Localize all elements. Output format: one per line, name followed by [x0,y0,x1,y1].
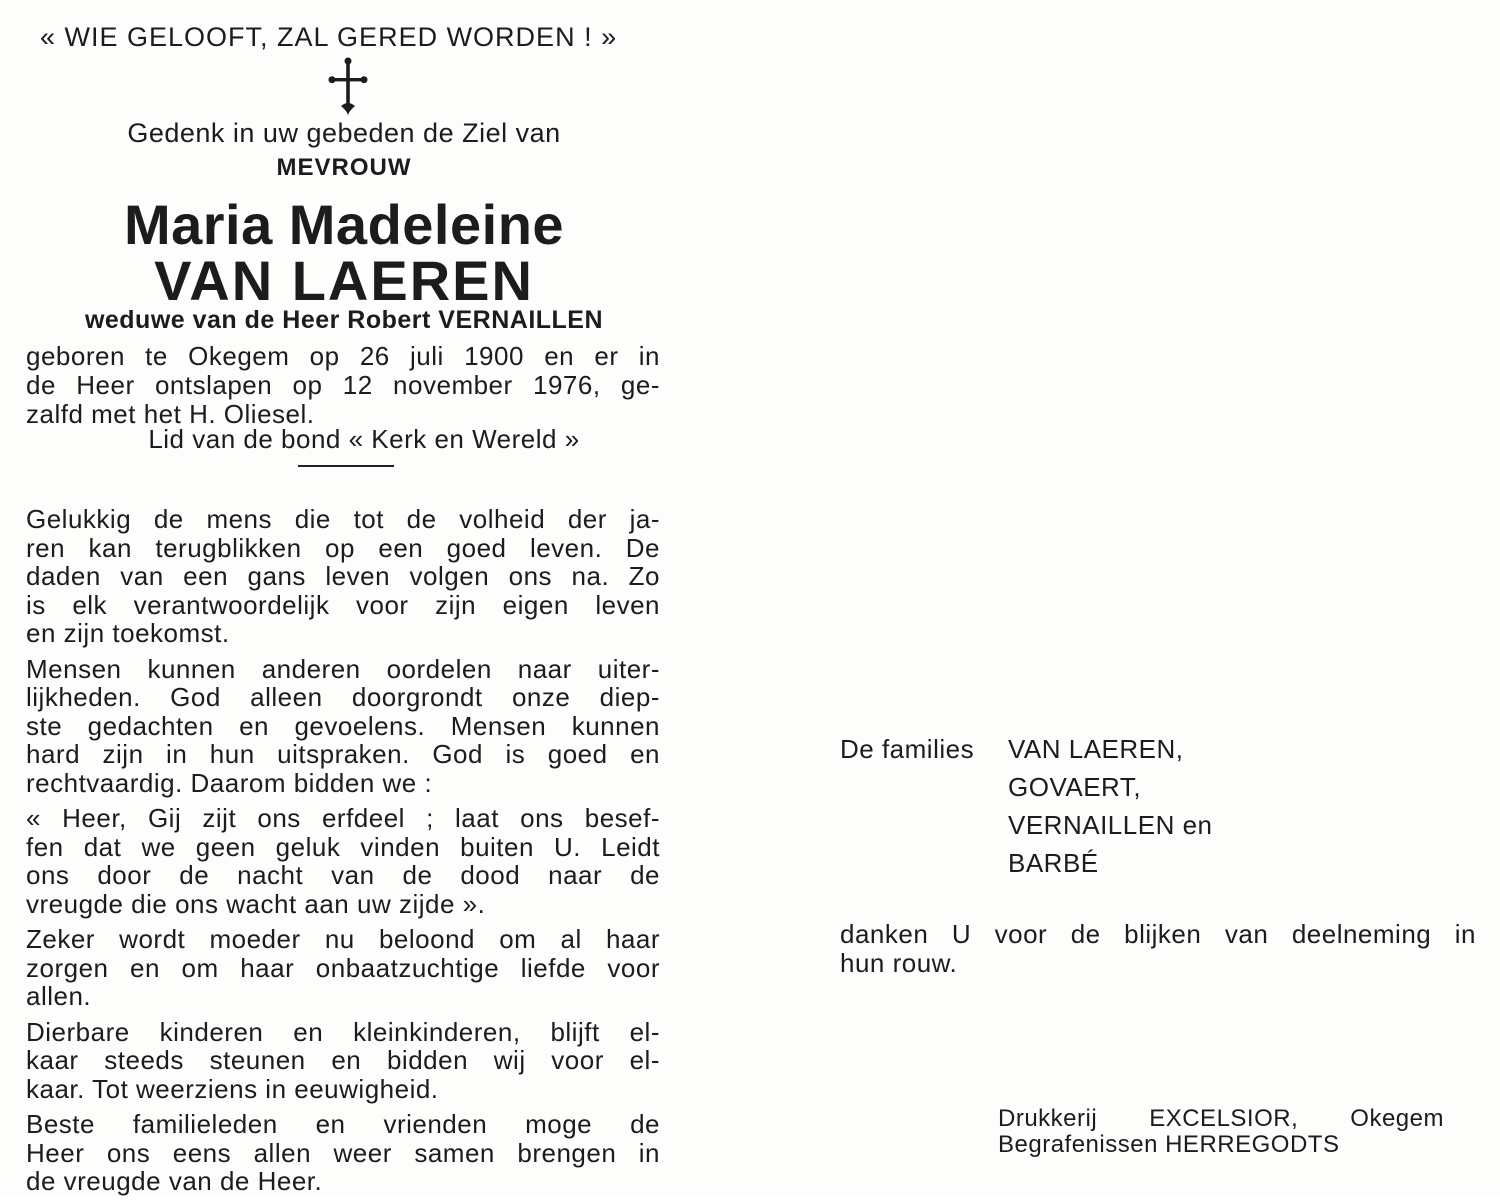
paragraph [26,655,660,798]
printer-line: Begrafenissen HERREGODTS [998,1131,1340,1158]
paragraphs-block [26,505,660,1203]
paragraph-line: « Heer, Gij zijt ons erfdeel ; laat ons besef- [26,803,660,833]
paragraph [26,1110,660,1196]
thanks-line: danken U voor de blijken van deelneming in [840,919,1476,949]
paragraph-line: ren kan terugblikken op een goed leven. De [26,532,660,563]
thanks-line: hun rouw. [840,948,958,978]
printer-credit [998,1106,1444,1158]
paragraph-line: daden van een gans leven volgen ons na. Zo [26,561,660,591]
paragraph-line: Dierbare kinderen en kleinkinderen, blijft el- [26,1016,660,1047]
widow-of-line: weduwe van de Heer Robert VERNAILLEN [84,306,604,334]
paragraph [26,505,660,648]
paragraph-line: is elk verantwoordelijk voor zijn eigen leven [26,589,660,620]
paragraph-line: ons door de nacht van de dood naar de [26,860,660,890]
paragraph-line: hard zijn in hun uitspraken. God is goed en [26,739,660,769]
motto: « WIE GELOOFT, ZAL GERED WORDEN ! » [40,22,618,52]
paragraph-line: ste gedachten en gevoelens. Mensen kunnen [26,710,660,741]
paragraph-line: Heer ons eens allen weer samen brengen in [26,1137,660,1168]
family-name: VERNAILLEN en [1008,810,1213,840]
paragraph [26,1018,660,1104]
paragraph-line: de vreugde van de Heer. [26,1166,323,1196]
first-names: Maria Madeleine [123,193,565,256]
paragraph-line: fen dat we geen geluk vinden buiten U. Leidt [26,831,660,862]
paragraph-line: zorgen en om haar onbaatzuchtige liefde voor [26,952,660,983]
paragraph-line: Zeker wordt moeder nu beloond om al haar [26,924,660,954]
family-name: VAN LAEREN, [1008,734,1184,764]
cross-icon [328,56,368,116]
title-line: MEVROUW [276,154,412,181]
paragraph-line: rechtvaardig. Daarom bidden we : [26,767,433,798]
paragraph-line: vreugde die ons wacht aan uw zijde ». [26,888,486,919]
paragraph-line: en zijn toekomst. [26,618,230,648]
thanks-block [840,920,1476,978]
paragraph-line: Gelukkig de mens die tot de volheid der ja- [26,504,660,534]
paragraph-line: lijkheden. God alleen doorgrondt onze diep- [26,682,660,712]
bio-line: geboren te Okegem op 26 juli 1900 en er in [26,341,660,371]
bio-line: zalfd met het H. Oliesel. [26,399,315,429]
family-name: BARBÉ [1008,848,1099,878]
surname: VAN LAEREN [154,249,534,312]
paragraph-line: Beste familieleden en vrienden moge de [26,1109,660,1139]
families-intro: De families [840,734,975,764]
bio-line: de Heer ontslapen op 12 november 1976, ge- [26,370,660,400]
intro-line: Gedenk in uw gebeden de Ziel van [127,118,561,148]
paragraph-line: kaar steeds steunen en bidden wij voor el- [26,1045,660,1075]
paragraph [26,804,660,918]
printer-line: Drukkerij EXCELSIOR, Okegem [998,1105,1444,1132]
paragraph-line: kaar. Tot weerziens in eeuwigheid. [26,1073,439,1104]
paragraph-line: Mensen kunnen anderen oordelen naar uiter- [26,653,660,684]
divider [298,465,394,467]
bio-block [26,342,660,429]
paragraph [26,925,660,1011]
family-name: GOVAERT, [1008,772,1142,802]
membership-line: Lid van de bond « Kerk en Wereld » [148,424,580,454]
paragraph-line: allen. [26,981,92,1011]
